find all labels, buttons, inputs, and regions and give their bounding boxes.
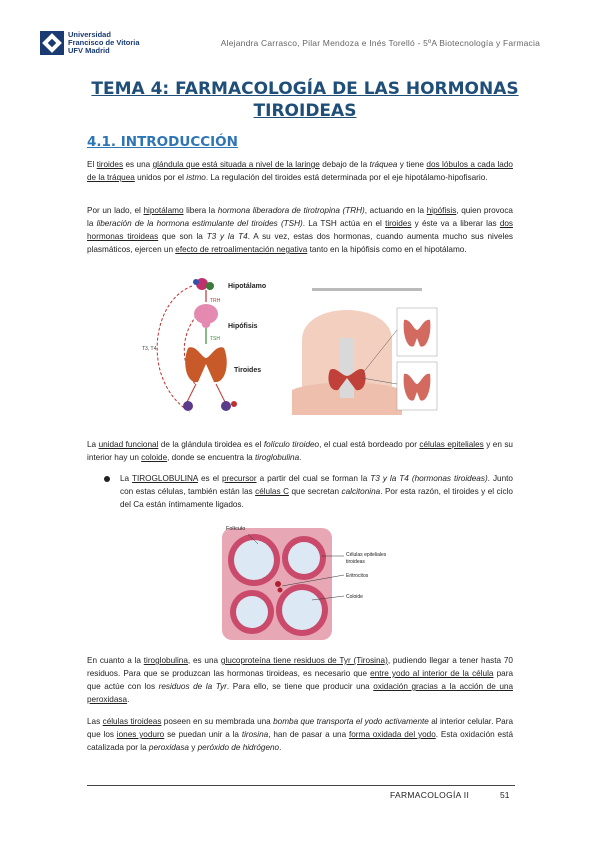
label-coloide: Coloide [346, 594, 363, 600]
paragraph-eje: Por un lado, el hipotálamo libera la hormona liberadora de tirotropina (TRH), actuando en la hipófisis, quien provoca la liberación de la hormona estimulante del tiroides (TSH). La TSH actúa en el tiroides y éste va a liberar las dos hormonas tiroideas que son la T3 y la T4. A su vez, estas dos hormonas, cuando aumenta mucho sus niveles plasmáticos, ejercen un efecto de retroalimentación negativa tanto en la hipófisis como en el hipotálamo. [87, 206, 514, 254]
footer-divider [87, 785, 515, 786]
university-logo [40, 30, 140, 56]
footer-course: FARMACOLOGÍA II [390, 790, 470, 800]
label-celulas-epiteliales: Células epiteliales [346, 552, 387, 558]
paragraph-glucoproteina: En cuanto a la tiroglobulina, es una glucoproteína tiene residuos de Tyr (Tirosina), pudiendo llegar a tener hasta 70 residuos. Para que se produzcan las hormonas tiroideas, es necesario que entre yodo al interior de la célula para que actúe con los residuos de la Tyr. Para ello, se tiene que producir una oxidación gracias a la acción de una peroxidasa. [87, 656, 513, 704]
label-tsh: TSH [210, 336, 220, 342]
thyroid-neck-anatomy-image [292, 280, 452, 415]
label-t3t4: T3, T4 [142, 346, 157, 352]
label-eritrocitos: Eritrocitos [346, 573, 369, 579]
label-tiroideas: tiroideas [346, 559, 365, 565]
paragraph-folicular: La unidad funcional de la glándula tiroidea es el folículo tiroideo, el cual está bordeado por células epiteliales y en su interior hay un coloide, donde se encuentra la tiroglobulina. [87, 440, 513, 462]
page-title: TEMA 4: FARMACOLOGÍA DE LAS HORMONAS TIROIDEAS [91, 79, 519, 121]
hypothalamus-pituitary-thyroid-diagram [130, 272, 280, 422]
label-tiroides: Tiroides [234, 367, 262, 374]
logo-text: Universidad Francisco de Vitoria UFV Madrid [68, 30, 140, 55]
page-number: 51 [500, 790, 510, 800]
label-foliculo: Folículo [226, 526, 246, 532]
thyroid-follicle-diagram [212, 520, 412, 645]
paragraph-yodo: Las células tiroideas poseen en su membrada una bomba que transporta el yodo activamente al interior celular. Para que los iones yoduro se puedan unir a la tirosina, han de pasar a una forma oxidada del yodo. Esta oxidación está catalizada por la peroxidasa y peróxido de hidrógeno. [87, 717, 514, 752]
logo-emblem-icon [40, 31, 64, 55]
paragraph-tiroglobulina-bullet: La TIROGLOBULINA es el precursor a partir del cual se forman la T3 y la T4 (hormonas tiroideas). Junto con estas células, también están las células C que secretan calcitonina. Por esta razón, el tiroides y el ciclo del Ca están íntimamente ligados. [120, 474, 513, 509]
header-authors: Alejandra Carrasco, Pilar Mendoza e Inés Torelló - 5ºA Biotecnología y Farmacia [220, 38, 540, 48]
paragraph-tiroides: El tiroides es una glándula que está situada a nivel de la laringe debajo de la tráquea y tiene dos lóbulos a cada lado de la tráquea unidos por el istmo. La regulación del tiroides está determinada por el eje hipotálamo-hipofisario. [87, 160, 513, 182]
bullet-icon [104, 476, 110, 482]
label-hipotalamo: Hipotálamo [228, 283, 267, 290]
section-heading: 4.1. INTRODUCCIÓN [87, 134, 238, 150]
label-trh: TRH [210, 298, 221, 304]
label-hipofisis: Hipófisis [228, 323, 258, 330]
